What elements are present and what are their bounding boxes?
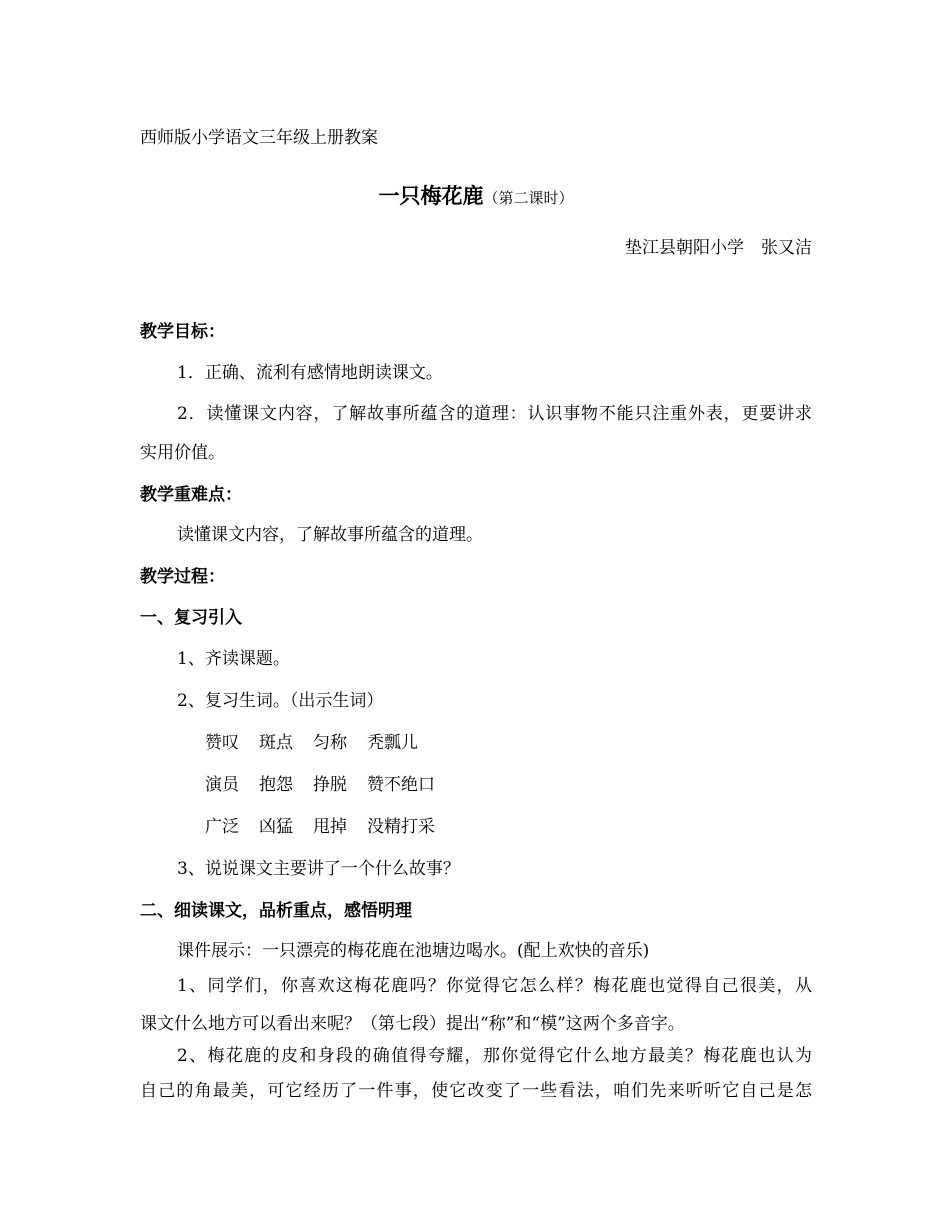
vocab-word: 秃瓢儿	[367, 733, 418, 753]
section-1-heading: 一、复习引入	[140, 608, 242, 628]
vocab-word: 广泛	[205, 817, 239, 837]
vocab-row-1	[205, 732, 812, 754]
section-1-step-1: 1、齐读课题。	[177, 649, 290, 669]
section-2-p2-line-2: 自己的角最美，可它经历了一件事，使它改变了一些看法，咱们先来听听它自己是怎	[140, 1081, 812, 1101]
vocab-word: 抱怨	[259, 775, 293, 795]
objective-item-2-line-2: 实用价值。	[140, 443, 225, 463]
objective-item-2-line-1: 2．读懂课文内容，了解故事所蕴含的道理：认识事物不能只注重外表，更要讲求	[177, 404, 812, 424]
vocab-word: 赞不绝口	[367, 775, 435, 795]
document-title	[140, 180, 812, 210]
section-2-p1-line-2: 课文什么地方可以看出来呢？（第七段）提出“称”和“模”这两个多音字。	[140, 1014, 685, 1034]
objective-item-1: 1．正确、流利有感情地朗读课文。	[177, 363, 443, 383]
title-main: 一只梅花鹿	[378, 183, 484, 208]
section-2-p1-line-1: 1、同学们，你喜欢这梅花鹿吗？你觉得它怎么样？梅花鹿也觉得自己很美，从	[177, 976, 812, 996]
vocab-row-2	[205, 774, 812, 796]
key-points-heading: 教学重难点：	[140, 485, 242, 505]
section-2-heading: 二、细读课文，品析重点，感悟明理	[140, 901, 412, 921]
vocab-word: 演员	[205, 775, 239, 795]
vocab-word: 甩掉	[313, 817, 347, 837]
section-1-step-2: 2、复习生词。（出示生词）	[177, 691, 384, 711]
document-subtitle: 西师版小学语文三年级上册教案	[140, 128, 378, 148]
vocab-word: 凶猛	[259, 817, 293, 837]
vocab-word: 斑点	[259, 733, 293, 753]
process-heading: 教学过程：	[140, 567, 225, 587]
key-points-text: 读懂课文内容，了解故事所蕴含的道理。	[177, 525, 483, 545]
vocab-word: 没精打采	[367, 817, 435, 837]
vocab-word: 匀称	[313, 733, 347, 753]
author-line: 垫江县朝阳小学 张又洁	[625, 238, 812, 258]
vocab-word: 挣脱	[313, 775, 347, 795]
section-2-p2-line-1: 2、梅花鹿的皮和身段的确值得夸耀，那你觉得它什么地方最美？梅花鹿也认为	[177, 1046, 812, 1066]
section-1-step-3: 3、说说课文主要讲了一个什么故事？	[177, 859, 460, 879]
vocab-word: 赞叹	[205, 733, 239, 753]
title-note: （第二课时）	[483, 189, 574, 207]
objectives-heading: 教学目标：	[140, 322, 225, 342]
vocab-row-3	[205, 816, 812, 838]
section-2-courseware: 课件展示：一只漂亮的梅花鹿在池塘边喝水。(配上欢快的音乐)	[177, 941, 650, 961]
